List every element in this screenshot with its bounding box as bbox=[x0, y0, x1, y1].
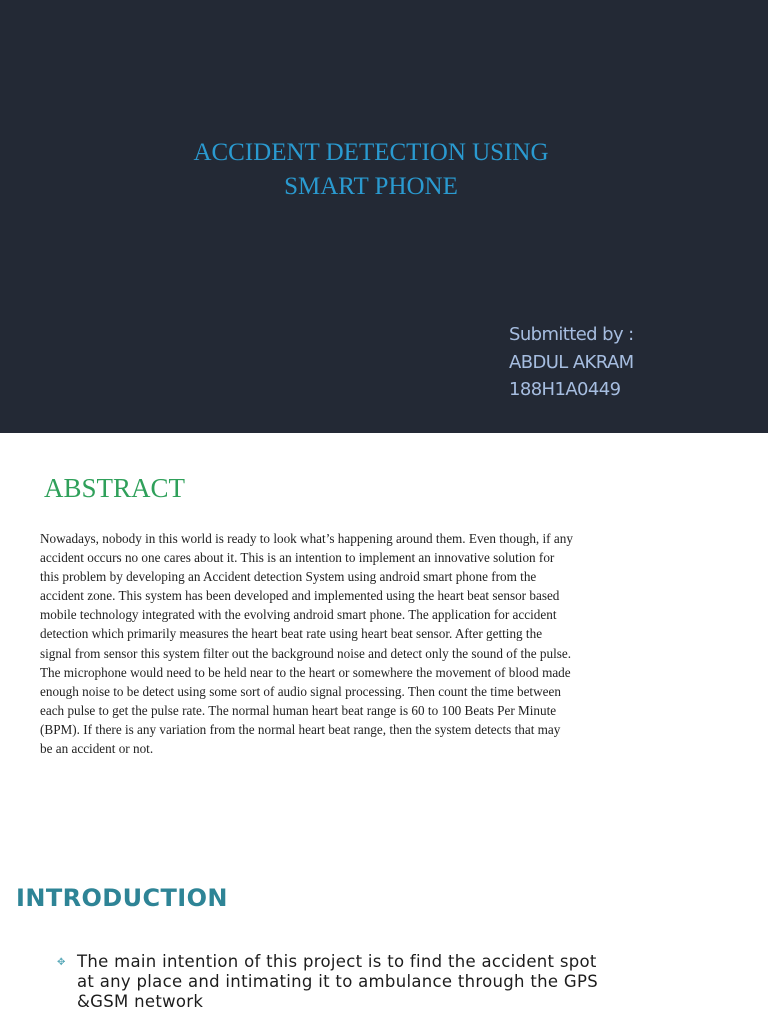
title-line-1: ACCIDENT DETECTION USING bbox=[193, 139, 549, 166]
introduction-bullet bbox=[57, 952, 598, 1012]
abstract-line: Nowadays, nobody in this world is ready to look what’s happening around them. Even though, if any bbox=[40, 531, 573, 546]
abstract-line: enough noise to be detect using some sort of audio signal processing. Then count the time between bbox=[40, 683, 561, 699]
roll-number: 188H1A0449 bbox=[509, 379, 621, 400]
bullet-icon: ✥ bbox=[57, 957, 66, 968]
abstract-heading: ABSTRACT bbox=[44, 473, 186, 503]
title-line-2: SMART PHONE bbox=[284, 173, 458, 200]
abstract-line: accident zone. This system has been developed and implemented using the heart beat sensor based bbox=[40, 588, 560, 604]
abstract-line: be an accident or not. bbox=[40, 741, 154, 757]
abstract-body bbox=[40, 529, 700, 758]
abstract-line: The microphone would need to be held near to the heart or somewhere the movement of blood made bbox=[40, 664, 571, 680]
introduction-heading: INTRODUCTION bbox=[16, 884, 228, 912]
submitted-label: Submitted by : bbox=[509, 324, 634, 345]
bullet-line: &GSM network bbox=[77, 992, 204, 1011]
abstract-line: accident occurs no one cares about it. This is an intention to implement an innovative solution for bbox=[40, 550, 555, 566]
abstract-line: signal from sensor this system filter out the background noise and detect only the sound of the pulse. bbox=[40, 645, 572, 661]
abstract-line: (BPM). If there is any variation from the normal heart beat range, then the system detects that may bbox=[40, 721, 561, 737]
presentation-title bbox=[0, 136, 742, 204]
abstract-line: this problem by developing an Accident detection System using android smart phone from the bbox=[40, 569, 537, 585]
abstract-line: mobile technology integrated with the evolving android smart phone. The application for accident bbox=[40, 607, 557, 623]
title-slide bbox=[0, 0, 768, 433]
bullet-line: at any place and intimating it to ambulance through the GPS bbox=[77, 972, 598, 991]
submitted-by-block bbox=[509, 321, 634, 404]
bullet-line: The main intention of this project is to find the accident spot bbox=[77, 952, 597, 971]
introduction-bullet-text bbox=[77, 952, 598, 1012]
abstract-line: detection which primarily measures the heart beat rate using heart beat sensor. After getting the bbox=[40, 626, 543, 642]
abstract-line: each pulse to get the pulse rate. The normal human heart beat range is 60 to 100 Beats Per Minute bbox=[40, 702, 557, 718]
author-name: ABDUL AKRAM bbox=[509, 351, 634, 373]
